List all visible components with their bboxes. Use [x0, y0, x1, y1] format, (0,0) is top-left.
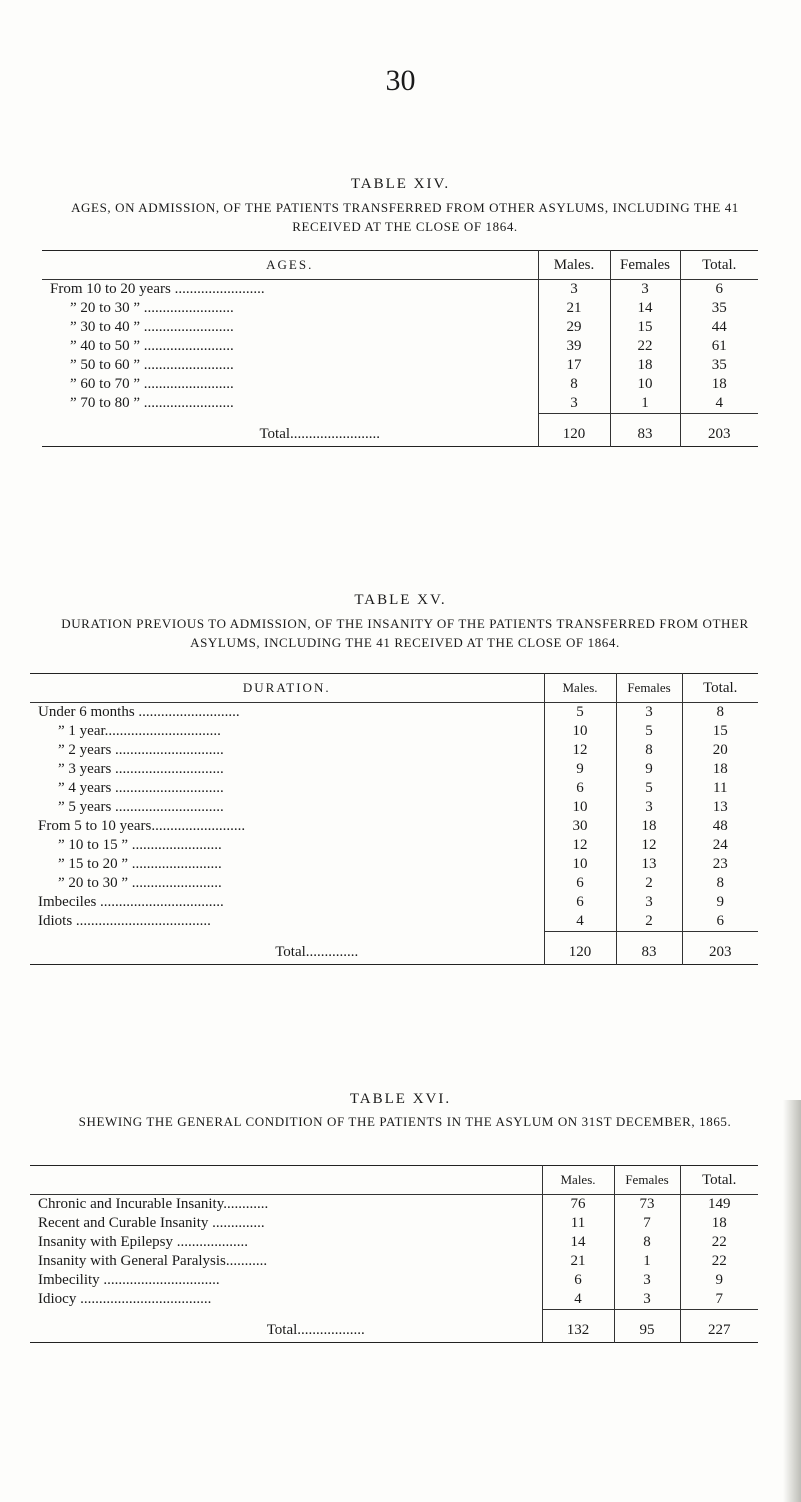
- header-condition: [30, 1166, 542, 1195]
- table-row: [42, 394, 758, 414]
- total-value: 35: [680, 356, 758, 375]
- total-sum: 227: [680, 1310, 758, 1343]
- scan-edge-shadow: [783, 1100, 801, 1502]
- total-value: 20: [682, 741, 758, 760]
- females-value: 3: [614, 1290, 680, 1310]
- females-value: 2: [616, 912, 682, 932]
- total-value: 35: [680, 299, 758, 318]
- total-value: 9: [680, 1271, 758, 1290]
- row-label: ” 20 to 30 ” ........................: [70, 300, 234, 316]
- table-row: [30, 1233, 758, 1252]
- females-value: 12: [616, 836, 682, 855]
- table-14-title: TABLE XIV.: [350, 176, 451, 192]
- row-label: ” 10 to 15 ” ........................: [58, 837, 222, 853]
- row-label: Idiots ....................................: [38, 913, 211, 930]
- males-value: 30: [544, 817, 616, 836]
- header-males: Males.: [544, 674, 616, 703]
- table-row: [42, 280, 758, 300]
- males-value: 8: [538, 375, 610, 394]
- males-value: 5: [544, 703, 616, 723]
- males-value: 6: [544, 779, 616, 798]
- females-value: 18: [616, 817, 682, 836]
- table-16-title: TABLE XVI.: [349, 1091, 452, 1107]
- total-row: [30, 1310, 758, 1343]
- row-label: ” 5 years .............................: [58, 799, 224, 815]
- males-value: 14: [542, 1233, 614, 1252]
- total-value: 22: [680, 1233, 758, 1252]
- total-females: 83: [610, 414, 680, 447]
- total-value: 22: [680, 1252, 758, 1271]
- table-row: [30, 760, 758, 779]
- table-row: [30, 836, 758, 855]
- total-value: 11: [682, 779, 758, 798]
- total-value: 13: [682, 798, 758, 817]
- table-15-caption: DURATION PREVIOUS TO ADMISSION, OF THE INSANITY OF THE PATIENTS TRANSFERRED FROM OTHER ASYLUMS, INCLUDING THE 41 RECEIVED AT THE CLOSE OF 1864.: [61, 616, 749, 650]
- females-value: 5: [616, 779, 682, 798]
- table-row: [30, 817, 758, 836]
- table-row: [30, 893, 758, 912]
- males-value: 9: [544, 760, 616, 779]
- females-value: 8: [614, 1233, 680, 1252]
- females-value: 5: [616, 722, 682, 741]
- header-total: Total.: [680, 1166, 758, 1195]
- females-value: 3: [610, 280, 680, 300]
- table-row: [42, 337, 758, 356]
- total-value: 61: [680, 337, 758, 356]
- row-label: ” 20 to 30 ” ........................: [58, 875, 222, 891]
- total-value: 18: [680, 1214, 758, 1233]
- total-value: 24: [682, 836, 758, 855]
- males-value: 6: [544, 874, 616, 893]
- total-value: 48: [682, 817, 758, 836]
- total-row: [30, 932, 758, 965]
- males-value: 12: [544, 741, 616, 760]
- row-label: ” 50 to 60 ” ........................: [70, 357, 234, 373]
- total-value: 44: [680, 318, 758, 337]
- males-value: 10: [544, 722, 616, 741]
- page-number: 30: [385, 64, 416, 97]
- males-value: 12: [544, 836, 616, 855]
- row-label: Chronic and Incurable Insanity............: [38, 1196, 269, 1212]
- row-label: ” 70 to 80 ” ........................: [70, 395, 234, 412]
- table-row: [30, 741, 758, 760]
- header-total: Total.: [682, 674, 758, 703]
- females-value: 22: [610, 337, 680, 356]
- females-value: 15: [610, 318, 680, 337]
- females-value: 14: [610, 299, 680, 318]
- table-16-caption: SHEWING THE GENERAL CONDITION OF THE PATIENTS IN THE ASYLUM ON 31ST DECEMBER, 1865.: [78, 1114, 732, 1129]
- total-label: Total..................: [266, 1322, 365, 1338]
- males-value: 10: [544, 855, 616, 874]
- total-males: 120: [538, 414, 610, 447]
- total-males: 120: [544, 932, 616, 965]
- females-value: 3: [616, 798, 682, 817]
- males-value: 6: [544, 893, 616, 912]
- females-value: 3: [614, 1271, 680, 1290]
- header-females: Females: [616, 674, 682, 703]
- header-males: Males.: [538, 251, 610, 280]
- table-row: [42, 318, 758, 337]
- row-label: ” 30 to 40 ” ........................: [70, 319, 234, 335]
- header-females: Females: [614, 1166, 680, 1195]
- total-label: Total..............: [275, 944, 359, 960]
- table-row: [30, 855, 758, 874]
- females-value: 8: [616, 741, 682, 760]
- table-row: [30, 779, 758, 798]
- row-label: Imbecility ...............................: [38, 1272, 220, 1288]
- table-15: [30, 673, 758, 965]
- row-label: Idiocy ...................................: [38, 1291, 212, 1308]
- males-value: 17: [538, 356, 610, 375]
- row-label: Insanity with General Paralysis...........: [38, 1253, 268, 1269]
- males-value: 6: [542, 1271, 614, 1290]
- table-row: [30, 722, 758, 741]
- males-value: 21: [542, 1252, 614, 1271]
- total-value: 15: [682, 722, 758, 741]
- total-value: 18: [680, 375, 758, 394]
- females-value: 10: [610, 375, 680, 394]
- males-value: 3: [538, 280, 610, 300]
- row-label: ” 2 years .............................: [58, 742, 224, 758]
- row-label: From 10 to 20 years ........................: [50, 281, 265, 297]
- row-label: From 5 to 10 years.........................: [38, 818, 246, 834]
- table-row: [42, 375, 758, 394]
- table-row: [30, 703, 758, 723]
- females-value: 3: [616, 893, 682, 912]
- row-label: ” 15 to 20 ” ........................: [58, 856, 222, 872]
- total-label: Total........................: [259, 426, 381, 442]
- total-value: 6: [682, 912, 758, 932]
- table-row: [42, 299, 758, 318]
- row-label: ” 60 to 70 ” ........................: [70, 376, 234, 392]
- table-row: [30, 1290, 758, 1310]
- total-value: 6: [680, 280, 758, 300]
- row-label: Recent and Curable Insanity ..............: [38, 1215, 265, 1231]
- row-label: ” 40 to 50 ” ........................: [70, 338, 234, 354]
- row-label: ” 1 year...............................: [58, 723, 221, 739]
- total-value: 8: [682, 703, 758, 723]
- males-value: 3: [538, 394, 610, 414]
- males-value: 21: [538, 299, 610, 318]
- females-value: 18: [610, 356, 680, 375]
- females-value: 3: [616, 703, 682, 723]
- total-value: 149: [680, 1195, 758, 1215]
- table-14-caption: AGES, ON ADMISSION, OF THE PATIENTS TRANSFERRED FROM OTHER ASYLUMS, INCLUDING THE 41 RECEIVED AT THE CLOSE OF 1864.: [71, 200, 739, 234]
- header-ages: AGES.: [42, 251, 538, 280]
- males-value: 4: [542, 1290, 614, 1310]
- total-value: 18: [682, 760, 758, 779]
- table-row: [42, 356, 758, 375]
- total-value: 23: [682, 855, 758, 874]
- header-males: Males.: [542, 1166, 614, 1195]
- females-value: 2: [616, 874, 682, 893]
- row-label: Under 6 months ...........................: [38, 704, 240, 720]
- males-value: 39: [538, 337, 610, 356]
- total-value: 8: [682, 874, 758, 893]
- males-value: 76: [542, 1195, 614, 1215]
- total-value: 7: [680, 1290, 758, 1310]
- row-label: Insanity with Epilepsy ...................: [38, 1234, 248, 1250]
- females-value: 1: [614, 1252, 680, 1271]
- females-value: 73: [614, 1195, 680, 1215]
- total-females: 83: [616, 932, 682, 965]
- total-value: 9: [682, 893, 758, 912]
- row-label: ” 4 years .............................: [58, 780, 224, 796]
- total-value: 4: [680, 394, 758, 414]
- table-row: [30, 1252, 758, 1271]
- total-sum: 203: [680, 414, 758, 447]
- table-15-title: TABLE XV.: [354, 592, 447, 608]
- total-males: 132: [542, 1310, 614, 1343]
- females-value: 7: [614, 1214, 680, 1233]
- males-value: 4: [544, 912, 616, 932]
- females-value: 9: [616, 760, 682, 779]
- males-value: 29: [538, 318, 610, 337]
- females-value: 13: [616, 855, 682, 874]
- table-row: [30, 912, 758, 932]
- table-row: [30, 874, 758, 893]
- total-females: 95: [614, 1310, 680, 1343]
- row-label: ” 3 years .............................: [58, 761, 224, 777]
- header-duration: DURATION.: [30, 674, 544, 703]
- males-value: 10: [544, 798, 616, 817]
- header-total: Total.: [680, 251, 758, 280]
- table-16: [30, 1165, 758, 1343]
- table-row: [30, 798, 758, 817]
- total-sum: 203: [682, 932, 758, 965]
- table-row: [30, 1214, 758, 1233]
- total-row: [42, 414, 758, 447]
- table-row: [30, 1271, 758, 1290]
- males-value: 11: [542, 1214, 614, 1233]
- header-females: Females: [610, 251, 680, 280]
- females-value: 1: [610, 394, 680, 414]
- table-row: [30, 1195, 758, 1215]
- table-14: [42, 250, 758, 447]
- row-label: Imbeciles .................................: [38, 894, 224, 910]
